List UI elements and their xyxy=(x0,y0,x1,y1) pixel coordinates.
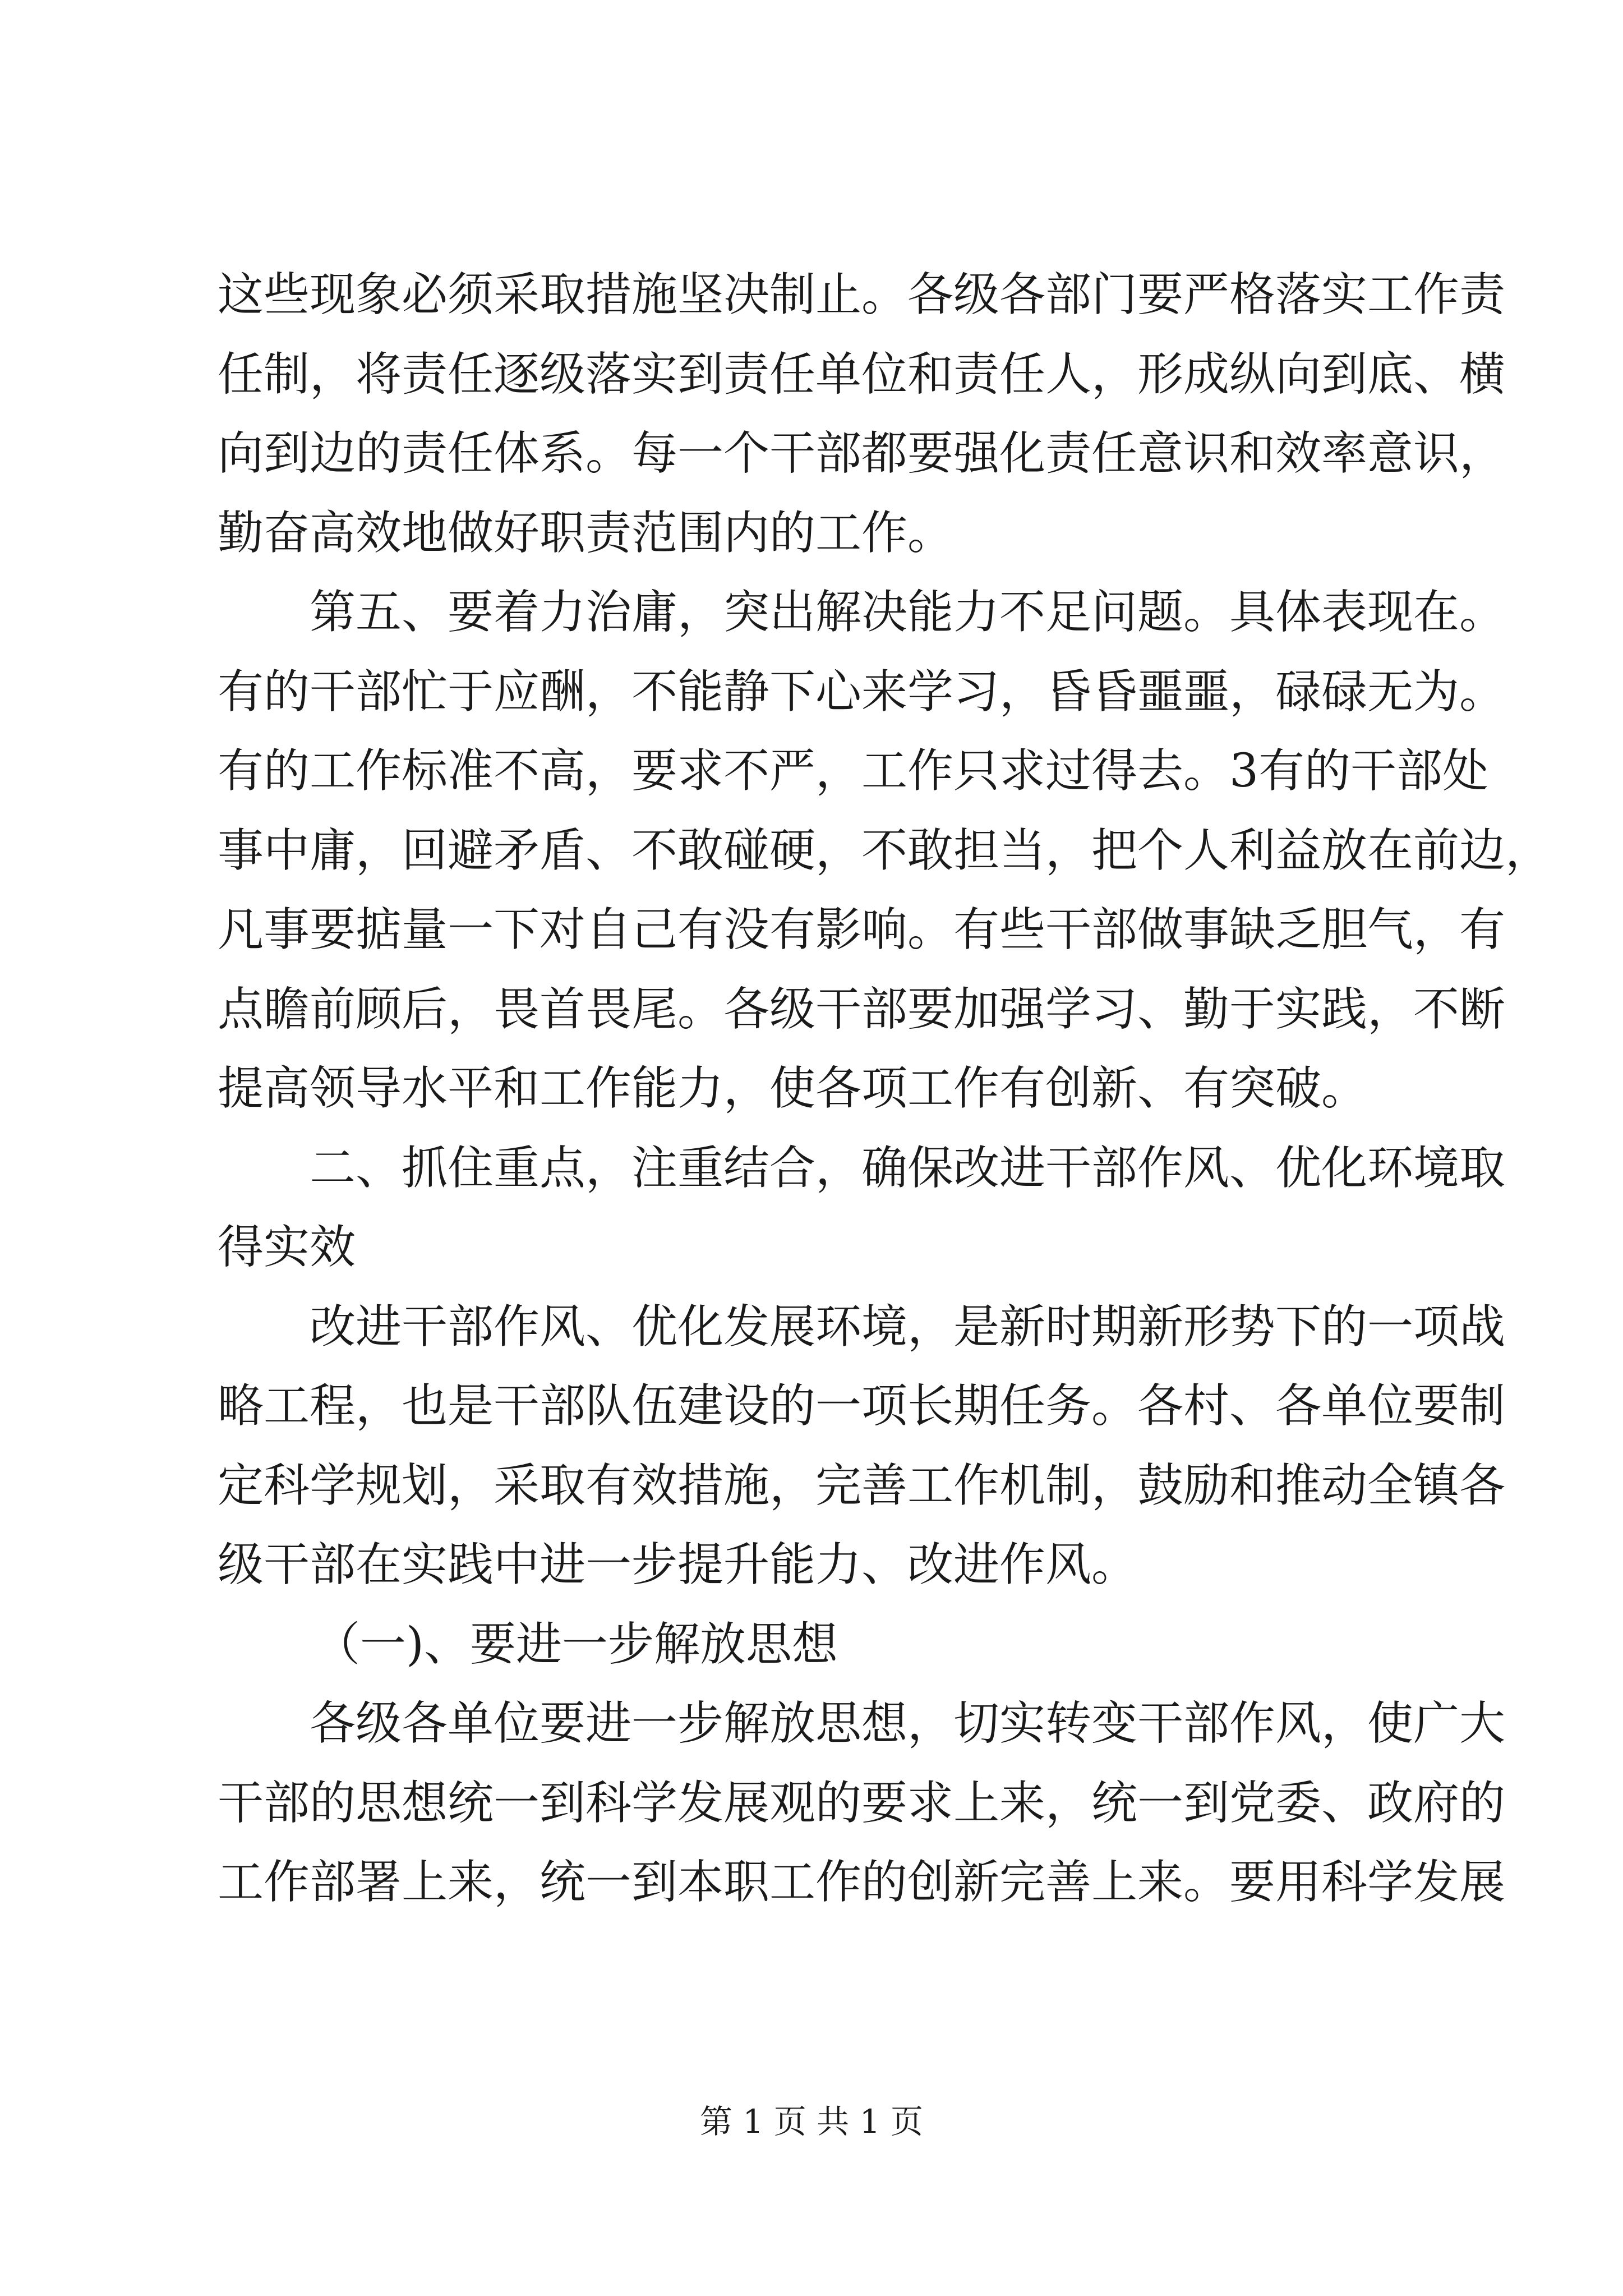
page-number-label: 第 1 页 共 1 页 xyxy=(700,2102,923,2141)
text-line: 这些现象必须采取措施坚决制止。各级各部门要严格落实工作责 xyxy=(218,268,1506,321)
text-line: 有的干部忙于应酬，不能静下心来学习，昏昏噩噩，碌碌无为。 xyxy=(218,665,1506,719)
text-line: 级干部在实践中进一步提升能力、改进作风。 xyxy=(218,1538,1138,1591)
text-line: 提高领导水平和工作能力，使各项工作有创新、有突破。 xyxy=(218,1062,1368,1115)
text-line: 有的工作标准不高，要求不严，工作只求过得去。3有的干部处 xyxy=(218,744,1489,798)
text-line: 向到边的责任体系。每一个干部都要强化责任意识和效率意识， xyxy=(218,427,1506,480)
text-line: 任制，将责任逐级落实到责任单位和责任人，形成纵向到底、横 xyxy=(218,347,1506,401)
section-heading-line: 得实效 xyxy=(218,1221,356,1274)
text-line: 点瞻前顾后，畏首畏尾。各级干部要加强学习、勤于实践，不断 xyxy=(218,982,1506,1036)
text-line: 定科学规划，采取有效措施，完善工作机制，鼓励和推动全镇各 xyxy=(218,1458,1506,1512)
text-line: 凡事要掂量一下对自己有没有影响。有些干部做事缺乏胆气，有 xyxy=(218,903,1506,956)
subsection-heading-line: （一)、要进一步解放思想 xyxy=(314,1617,838,1671)
text-line: 工作部署上来，统一到本职工作的创新完善上来。要用科学发展 xyxy=(218,1856,1506,1909)
page-footer xyxy=(0,2099,1623,2144)
document-body xyxy=(218,255,1552,1922)
text-line: 略工程，也是干部队伍建设的一项长期任务。各村、各单位要制 xyxy=(218,1379,1506,1433)
section-heading-line: 二、抓住重点，注重结合，确保改进干部作风、优化环境取 xyxy=(310,1141,1506,1195)
text-line: 改进干部作风、优化发展环境，是新时期新形势下的一项战 xyxy=(310,1300,1506,1354)
text-line: 各级各单位要进一步解放思想，切实转变干部作风，使广大 xyxy=(310,1697,1506,1750)
text-line: 勤奋高效地做好职责范围内的工作。 xyxy=(218,506,954,560)
text-line: 事中庸，回避矛盾、不敢碰硬，不敢担当，把个人利益放在前边， xyxy=(218,823,1552,877)
paragraph-heading-line: 第五、要着力治庸，突出解决能力不足问题。具体表现在。 xyxy=(310,586,1506,639)
text-line: 干部的思想统一到科学发展观的要求上来，统一到党委、政府的 xyxy=(218,1776,1506,1830)
